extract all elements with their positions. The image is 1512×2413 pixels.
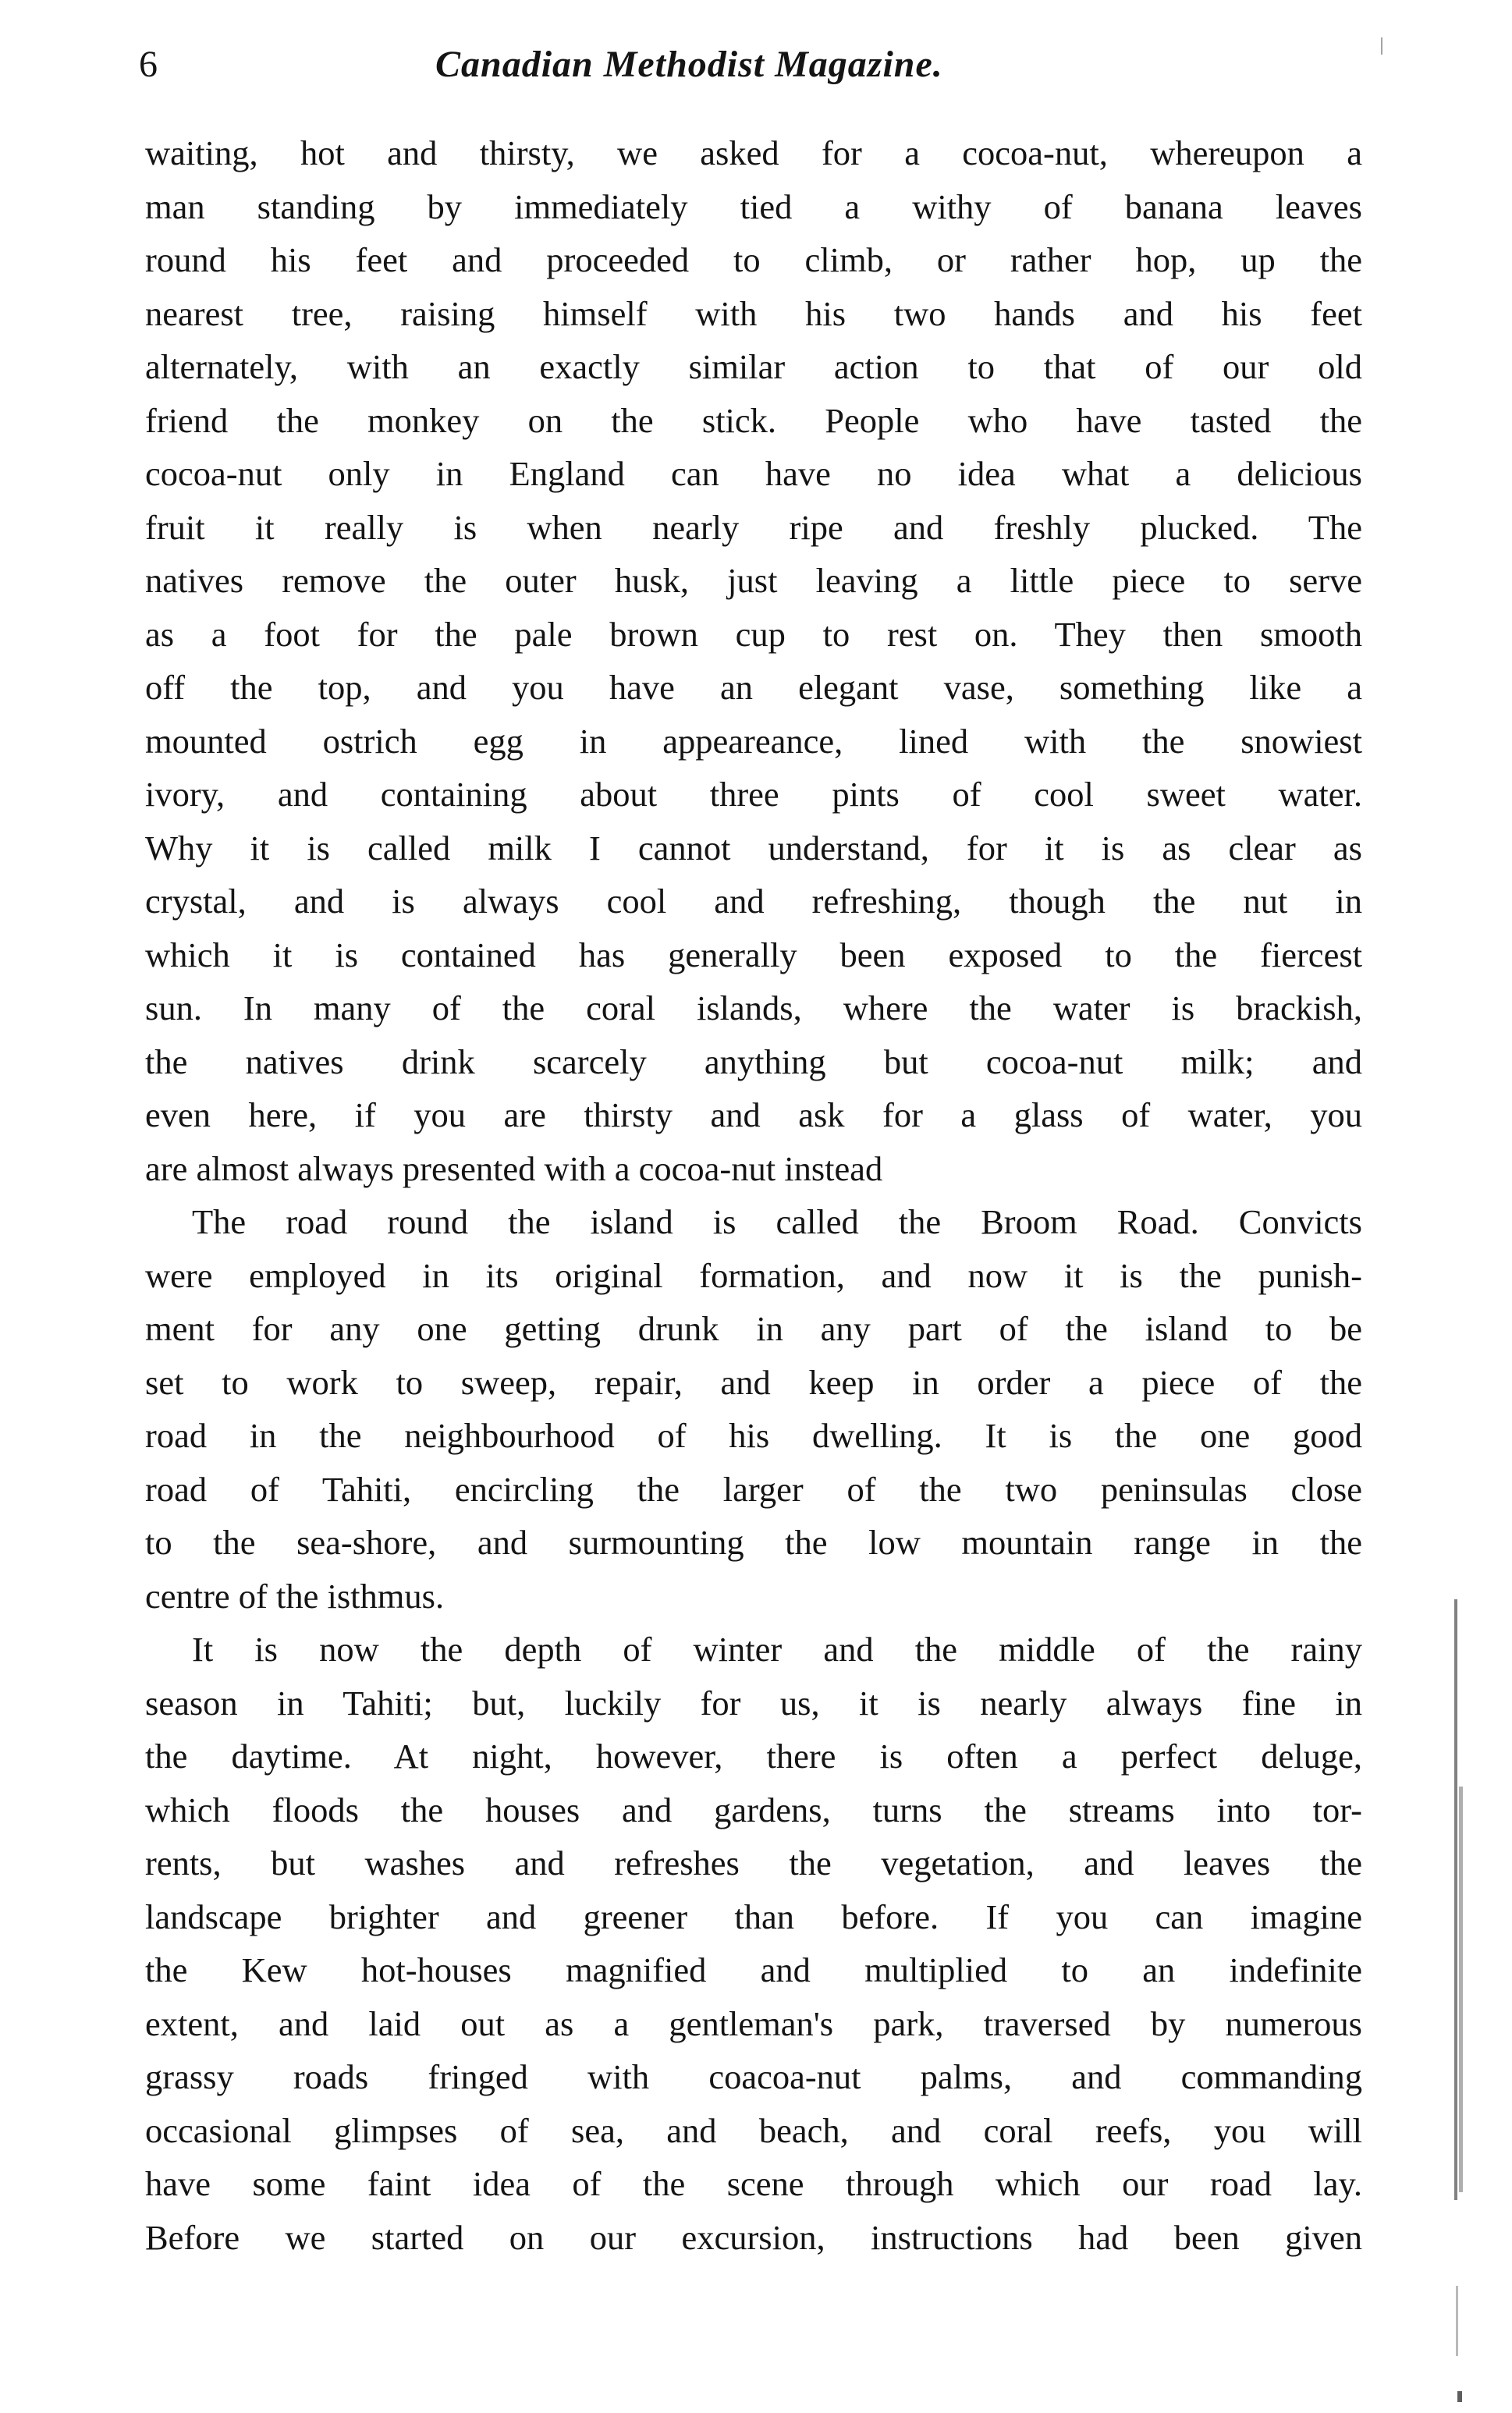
text-line: sun. In many of the coral islands, where the water is brackish,	[145, 988, 1362, 1027]
text-line: the daytime. At night, however, there is often a perfect deluge,	[145, 1737, 1362, 1776]
text-line: Before we started on our excursion, instructions had been given	[145, 2217, 1362, 2257]
text-line: road in the neighbourhood of his dwelling. It is the one good	[145, 1416, 1362, 1455]
text-line: ment for any one getting drunk in any part of the island to be	[145, 1309, 1362, 1348]
text-line: man standing by immediately tied a withy of banana leaves	[145, 186, 1362, 226]
paragraph-1	[145, 126, 1362, 1195]
text-line: set to work to sweep, repair, and keep in order a piece of the	[145, 1362, 1362, 1402]
text-line: natives remove the outer husk, just leaving a little piece to serve	[145, 561, 1362, 600]
scan-edge-mark	[1457, 2391, 1462, 2402]
text-line: landscape brighter and greener than before. If you can imagine	[145, 1897, 1362, 1936]
text-line: even here, if you are thirsty and ask for a glass of water, you	[145, 1095, 1362, 1134]
text-line: which it is contained has generally been exposed to the fiercest	[145, 935, 1362, 974]
text-line: occasional glimpses of sea, and beach, and coral reefs, you will	[145, 2110, 1362, 2150]
text-line: centre of the isthmus.	[145, 1576, 445, 1616]
text-line: ivory, and containing about three pints of cool sweet water.	[145, 775, 1362, 814]
scan-edge-mark	[1381, 37, 1382, 55]
scan-edge-mark	[1456, 2286, 1458, 2356]
text-line: mounted ostrich egg in appeareance, lined with the snowiest	[145, 721, 1362, 761]
page-number: 6	[139, 44, 158, 85]
text-line: season in Tahiti; but, luckily for us, it is nearly always fine in	[145, 1683, 1362, 1723]
text-line: The road round the island is called the Broom Road. Convicts	[192, 1202, 1362, 1241]
text-line: which floods the houses and gardens, turns the streams into tor-	[145, 1790, 1362, 1829]
text-line: off the top, and you have an elegant vase, something like a	[145, 668, 1362, 707]
body-text	[145, 126, 1362, 2264]
text-line: as a foot for the pale brown cup to rest on. They then smooth	[145, 614, 1362, 654]
text-line: the Kew hot-houses magnified and multiplied to an indefinite	[145, 1950, 1362, 1989]
running-title: Canadian Methodist Magazine.	[435, 44, 943, 85]
text-line: waiting, hot and thirsty, we asked for a cocoa-nut, whereupon a	[145, 133, 1362, 172]
text-line: to the sea-shore, and surmounting the low mountain range in the	[145, 1523, 1362, 1562]
page-header	[139, 37, 1356, 92]
text-line: friend the monkey on the stick. People who have tasted the	[145, 400, 1362, 440]
text-line: cocoa-nut only in England can have no idea what a delicious	[145, 454, 1362, 493]
text-line: alternately, with an exactly similar action to that of our old	[145, 347, 1362, 386]
text-line: were employed in its original formation, and now it is the punish-	[145, 1255, 1362, 1295]
text-line: round his feet and proceeded to climb, or rather hop, up the	[145, 240, 1362, 279]
text-line: It is now the depth of winter and the middle of the rainy	[192, 1630, 1362, 1669]
text-line: the natives drink scarcely anything but cocoa-nut milk; and	[145, 1041, 1362, 1081]
text-line: Why it is called milk I cannot understand, for it is as clear as	[145, 828, 1362, 868]
text-line: grassy roads fringed with coacoa-nut palms, and commanding	[145, 2057, 1362, 2096]
text-line: are almost always presented with a cocoa-nut instead	[145, 1148, 883, 1188]
text-line: nearest tree, raising himself with his two hands and his feet	[145, 293, 1362, 333]
paragraph-2	[145, 1195, 1362, 1623]
text-line: fruit it really is when nearly ripe and freshly plucked. The	[145, 507, 1362, 547]
text-line: road of Tahiti, encircling the larger of the two peninsulas close	[145, 1469, 1362, 1509]
scan-edge-mark	[1459, 1787, 1463, 2192]
text-line: extent, and laid out as a gentleman's park, traversed by numerous	[145, 2003, 1362, 2043]
scan-edge-mark	[1454, 1599, 1457, 2200]
paragraph-3	[145, 1623, 1362, 2264]
text-line: rents, but washes and refreshes the vegetation, and leaves the	[145, 1843, 1362, 1882]
text-line: have some faint idea of the scene through which our road lay.	[145, 2164, 1362, 2203]
text-line: crystal, and is always cool and refreshing, though the nut in	[145, 882, 1362, 921]
